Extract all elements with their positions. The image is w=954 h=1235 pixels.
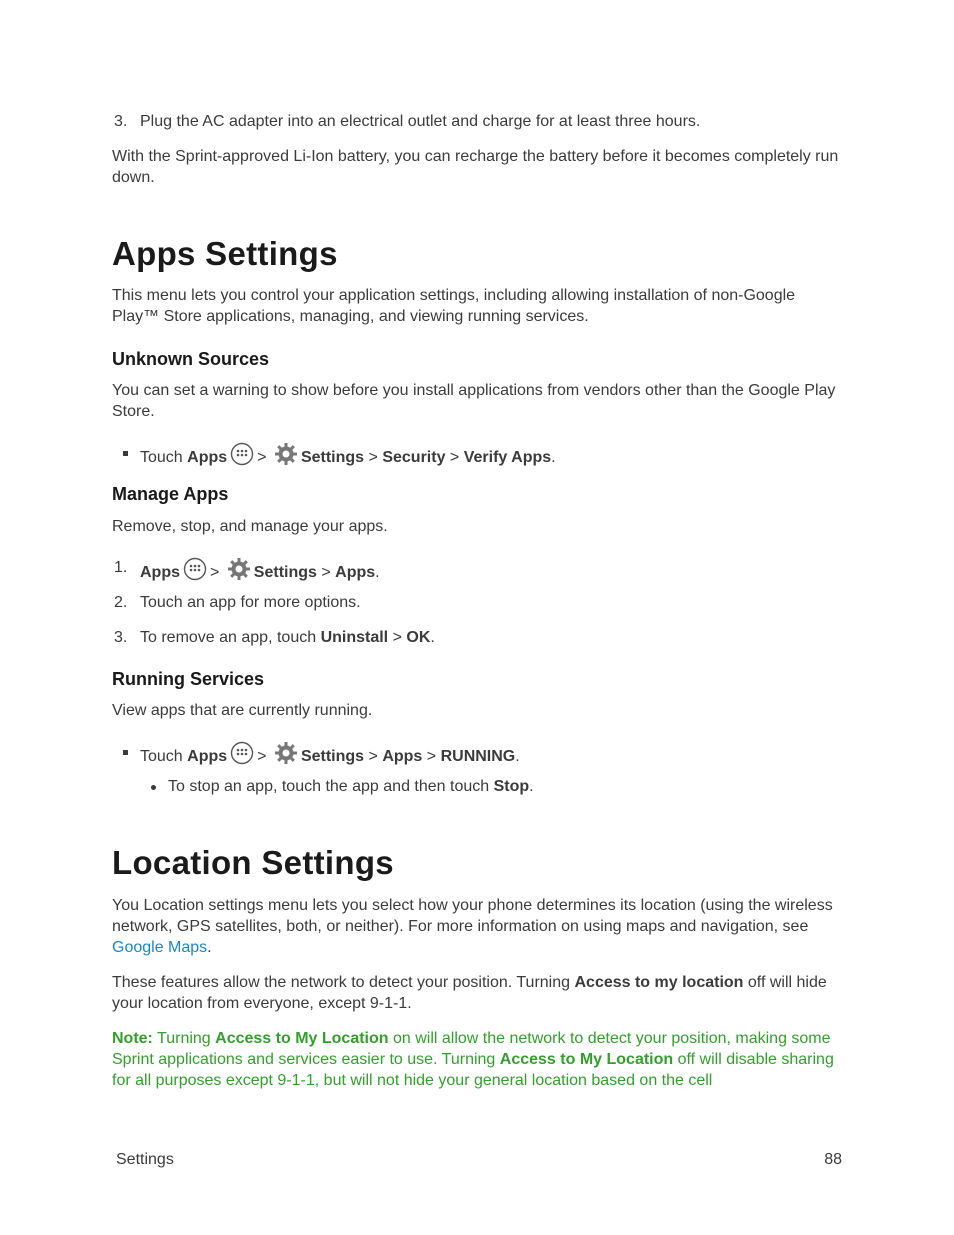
location-note: Note: Turning Access to My Location on will allow the network to detect your position, making some Sprint applications and services easier to use. Turning Access to My Location off will disable sharing for all purposes except 9-1-1, but will not hide your general location based on the cell	[112, 1030, 834, 1089]
apps-grid-icon	[230, 741, 254, 765]
apps-grid-icon	[230, 442, 254, 466]
running-services-instruction: Touch Apps > Settings > Apps > RUNNING.	[140, 741, 520, 767]
location-features: These features allow the network to detect your position. Turning Access to my location off will hide your location from everyone, except 9-1-1.	[112, 974, 827, 1012]
running-services-heading: Running Services	[112, 669, 265, 689]
step-number: 2.	[114, 594, 128, 611]
bullet	[123, 451, 128, 456]
battery-note: With the Sprint-approved Li-Ion battery, you can recharge the battery before it becomes completely run down.	[112, 148, 839, 186]
unknown-sources-instruction: Touch Apps > Settings > Security > Verify Apps.	[140, 442, 556, 468]
manage-step-2: Touch an app for more options.	[140, 594, 361, 611]
settings-gear-icon	[274, 741, 298, 765]
settings-gear-icon	[274, 442, 298, 466]
page-number: 88	[824, 1151, 842, 1168]
step-number: 3.	[114, 113, 128, 130]
step-text: Plug the AC adapter into an electrical outlet and charge for at least three hours.	[140, 113, 701, 130]
manage-apps-description: Remove, stop, and manage your apps.	[112, 518, 388, 535]
manage-step-1: Apps > Settings > Apps.	[140, 557, 380, 583]
apps-settings-description: This menu lets you control your application settings, including allowing installation of non-Google Play™ Store applications, managing, and viewing running services.	[112, 287, 796, 325]
apps-settings-heading: Apps Settings	[112, 235, 338, 272]
bullet	[123, 750, 128, 755]
step-number: 3.	[114, 629, 128, 646]
bullet	[151, 785, 156, 790]
apps-grid-icon	[183, 557, 207, 581]
running-services-description: View apps that are currently running.	[112, 702, 373, 719]
step-number: 1.	[114, 559, 128, 576]
manage-apps-heading: Manage Apps	[112, 484, 229, 504]
settings-gear-icon	[227, 557, 251, 581]
running-services-subitem: To stop an app, touch the app and then touch Stop.	[168, 778, 534, 795]
unknown-sources-description: You can set a warning to show before you install applications from vendors other than the Google Play Store.	[112, 382, 836, 420]
location-settings-heading: Location Settings	[112, 844, 394, 881]
google-maps-link[interactable]: Google Maps	[112, 939, 208, 956]
unknown-sources-heading: Unknown Sources	[112, 349, 270, 369]
manage-step-3: To remove an app, touch Uninstall > OK.	[140, 629, 435, 646]
location-description: You Location settings menu lets you select how your phone determines its location (using the wireless network, GPS satellites, both, or neither). For more information on using maps and navigation, see Google Maps.	[112, 897, 833, 956]
footer-section: Settings	[116, 1151, 174, 1168]
